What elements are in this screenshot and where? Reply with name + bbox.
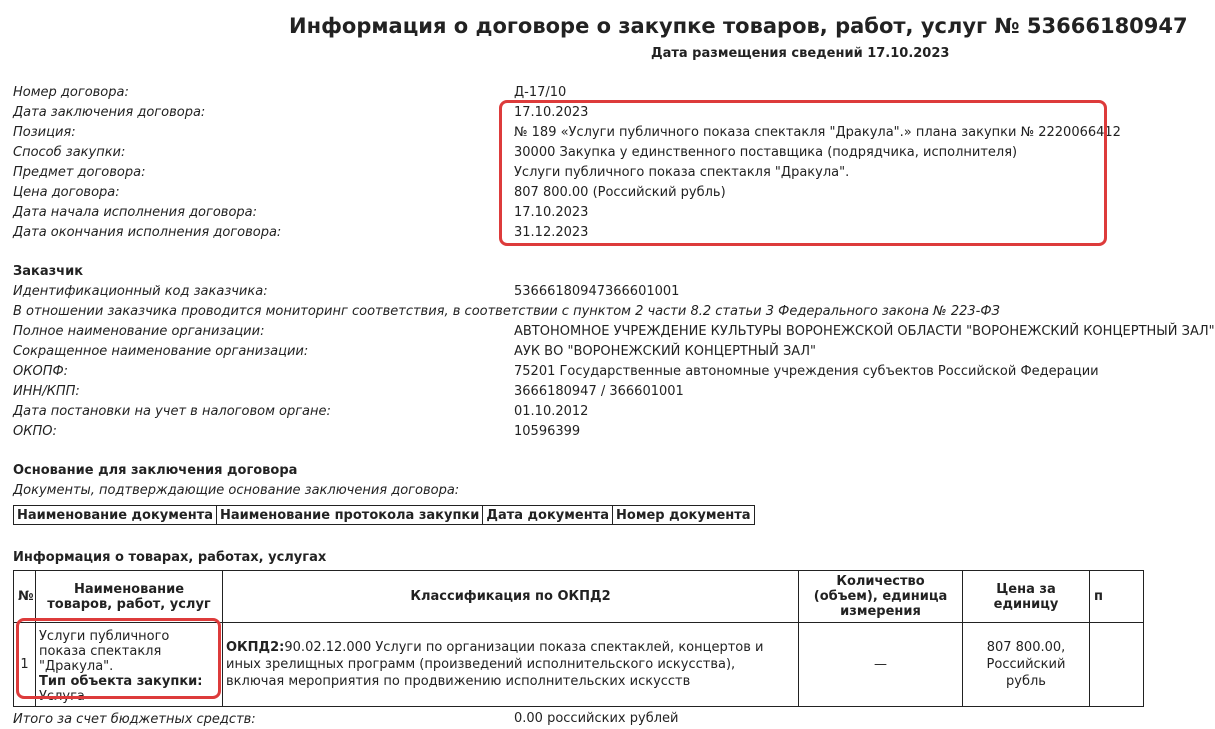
goods-col-num: № [14, 571, 36, 623]
goods-col-okpd: Классификация по ОКПД2 [223, 571, 799, 623]
okpo-value: 10596399 [514, 424, 581, 439]
footer-total-value: 0.00 российских рублей [514, 711, 679, 726]
contract-price-label: Цена договора: [13, 185, 120, 200]
goods-row-name-cell [36, 623, 223, 707]
contract-price-value: 807 800.00 (Российский рубль) [514, 185, 726, 200]
goods-row-okpd-value: 90.02.12.000 Услуги по организации показа спектаклей, концертов и иных зрелищных программ (произведений исполнительского искусства), включая мероприятия по продвижению исполнительских искусств [226, 640, 764, 689]
end-date-value: 31.12.2023 [514, 225, 589, 240]
doc-col-date: Дата документа [483, 506, 613, 525]
contract-date-label: Дата заключения договора: [13, 105, 206, 120]
customer-heading: Заказчик [13, 264, 84, 279]
start-date-value: 17.10.2023 [514, 205, 589, 220]
page-title: Информация о договоре о закупке товаров, работ, услуг № 53666180947 [289, 14, 1188, 38]
goods-row-price: 807 800.00, Российский рубль [963, 623, 1090, 707]
contract-subject-label: Предмет договора: [13, 165, 146, 180]
goods-row-type-label: Тип объекта закупки: [39, 674, 203, 689]
full-name-label: Полное наименование организации: [13, 324, 265, 339]
goods-row-truncated [1090, 623, 1144, 707]
goods-table [13, 570, 1144, 707]
tax-registration-value: 01.10.2012 [514, 404, 589, 419]
position-label: Позиция: [13, 125, 76, 140]
doc-col-name: Наименование документа [14, 506, 217, 525]
procurement-method-label: Способ закупки: [13, 145, 126, 160]
goods-row-type-value: Услуга [39, 689, 85, 704]
contract-number-label: Номер договора: [13, 85, 129, 100]
goods-row-name: Услуги публичного показа спектакля "Дракула". [39, 629, 170, 674]
goods-col-name: Наименование товаров, работ, услуг [36, 571, 223, 623]
customer-id-value: 5366618094736660100​1 [514, 284, 680, 299]
doc-col-number: Номер документа [613, 506, 755, 525]
okopf-value: 75201 Государственные автономные учреждения субъектов Российской Федерации [514, 364, 1099, 379]
goods-col-quantity: Количество (объем), единица измерения [799, 571, 963, 623]
inn-kpp-value: 3666180947 / 366601001 [514, 384, 684, 399]
basis-subheading: Документы, подтверждающие основание заключения договора: [13, 483, 460, 498]
doc-col-protocol: Наименование протокола закупки [217, 506, 483, 525]
publication-date: Дата размещения сведений 17.10.2023 [651, 46, 950, 61]
tax-registration-label: Дата постановки на учет в налоговом органе: [13, 404, 331, 419]
full-name-value: АВТОНОМНОЕ УЧРЕЖДЕНИЕ КУЛЬТУРЫ ВОРОНЕЖСКОЙ ОБЛАСТИ "ВОРОНЕЖСКИЙ КОНЦЕРТНЫЙ ЗАЛ" [514, 324, 1215, 339]
okpo-label: ОКПО: [13, 424, 57, 439]
contract-subject-value: Услуги публичного показа спектакля "Дракула". [514, 165, 850, 180]
monitoring-note: В отношении заказчика проводится мониторинг соответствия, в соответствии с пунктом 2 части 8.2 статьи 3 Федерального закона № 223-ФЗ [13, 304, 1000, 319]
contract-number-value: Д-17/10 [514, 85, 567, 100]
goods-row-okpd-cell [223, 623, 799, 707]
basis-documents-table [13, 505, 755, 525]
short-name-label: Сокращенное наименование организации: [13, 344, 309, 359]
procurement-method-value: 30000 Закупка у единственного поставщика (подрядчика, исполнителя) [514, 145, 1018, 160]
okopf-label: ОКОПФ: [13, 364, 69, 379]
footer-total-label: Итого за счет бюджетных средств: [13, 712, 256, 727]
footer-total [13, 711, 679, 729]
contract-date-value: 17.10.2023 [514, 105, 589, 120]
table-row [14, 623, 1144, 707]
position-value: № 189 «Услуги публичного показа спектакля "Дракула".» плана закупки № 2220066412 [514, 125, 1121, 140]
goods-row-num: 1 [14, 623, 36, 707]
short-name-value: АУК ВО "ВОРОНЕЖСКИЙ КОНЦЕРТНЫЙ ЗАЛ" [514, 344, 816, 359]
customer-id-label: Идентификационный код заказчика: [13, 284, 268, 299]
goods-row-quantity: — [799, 623, 963, 707]
inn-kpp-label: ИНН/КПП: [13, 384, 80, 399]
goods-col-price: Цена за единицу [963, 571, 1090, 623]
start-date-label: Дата начала исполнения договора: [13, 205, 258, 220]
goods-col-truncated: п [1090, 571, 1144, 623]
end-date-label: Дата окончания исполнения договора: [13, 225, 282, 240]
goods-row-okpd-label: ОКПД2: [226, 640, 285, 655]
goods-heading: Информация о товарах, работах, услугах [13, 550, 327, 565]
basis-heading: Основание для заключения договора [13, 463, 298, 478]
